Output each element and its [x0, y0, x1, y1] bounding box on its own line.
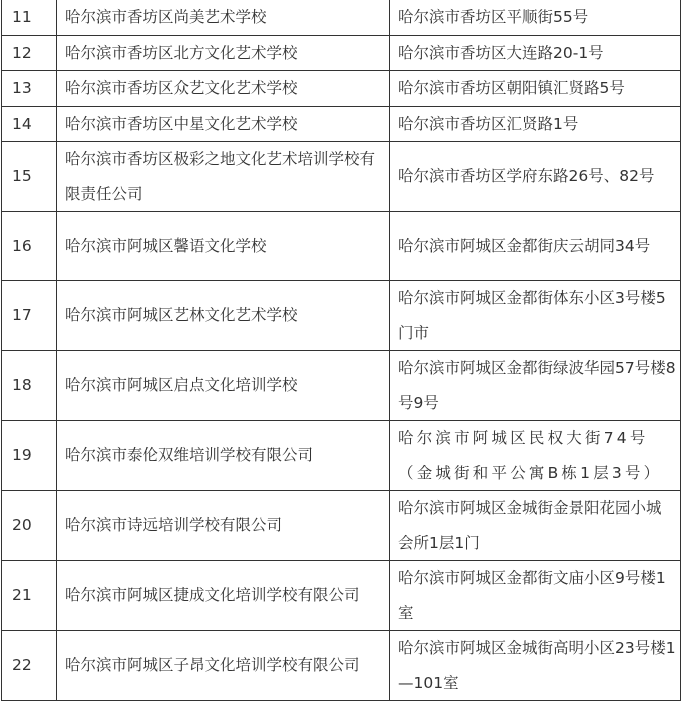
school-name: 哈尔滨市阿城区启点文化培训学校 — [57, 351, 390, 421]
row-number: 19 — [2, 421, 57, 491]
table-row — [2, 351, 681, 421]
table-row — [2, 421, 681, 491]
row-number: 22 — [2, 631, 57, 701]
table-row — [2, 142, 681, 212]
school-address: 哈尔滨市香坊区学府东路26号、82号 — [390, 142, 681, 212]
school-address: 哈尔滨市香坊区朝阳镇汇贤路5号 — [390, 71, 681, 107]
school-address: 哈尔滨市香坊区汇贤路1号 — [390, 106, 681, 142]
table-row — [2, 281, 681, 351]
table-row — [2, 71, 681, 107]
school-name: 哈尔滨市阿城区捷成文化培训学校有限公司 — [57, 561, 390, 631]
school-name: 哈尔滨市阿城区馨语文化学校 — [57, 212, 390, 281]
school-name: 哈尔滨市香坊区尚美艺术学校 — [57, 0, 390, 35]
school-name: 哈尔滨市香坊区众艺文化艺术学校 — [57, 71, 390, 107]
school-name: 哈尔滨市香坊区中星文化艺术学校 — [57, 106, 390, 142]
school-address: 哈尔滨市阿城区民权大街74号（金城街和平公寓B栋1层3号） — [390, 421, 681, 491]
table-row — [2, 631, 681, 701]
school-address: 哈尔滨市阿城区金都街体东小区3号楼5门市 — [390, 281, 681, 351]
school-address: 哈尔滨市香坊区大连路20-1号 — [390, 35, 681, 71]
row-number: 13 — [2, 71, 57, 107]
table-row — [2, 106, 681, 142]
school-address: 哈尔滨市阿城区金城街高明小区23号楼1—101室 — [390, 631, 681, 701]
row-number: 12 — [2, 35, 57, 71]
school-name: 哈尔滨市阿城区艺林文化艺术学校 — [57, 281, 390, 351]
school-name: 哈尔滨市诗远培训学校有限公司 — [57, 491, 390, 561]
school-address: 哈尔滨市阿城区金都街庆云胡同34号 — [390, 212, 681, 281]
row-number: 11 — [2, 0, 57, 35]
row-number: 21 — [2, 561, 57, 631]
school-name: 哈尔滨市阿城区子昂文化培训学校有限公司 — [57, 631, 390, 701]
row-number: 14 — [2, 106, 57, 142]
table-row — [2, 212, 681, 281]
row-number: 15 — [2, 142, 57, 212]
row-number: 17 — [2, 281, 57, 351]
school-name: 哈尔滨市泰伦双维培训学校有限公司 — [57, 421, 390, 491]
table-row — [2, 561, 681, 631]
table-row — [2, 491, 681, 561]
row-number: 20 — [2, 491, 57, 561]
school-name: 哈尔滨市香坊区极彩之地文化艺术培训学校有限责任公司 — [57, 142, 390, 212]
school-name: 哈尔滨市香坊区北方文化艺术学校 — [57, 35, 390, 71]
school-listing-table — [1, 0, 681, 701]
table-row — [2, 35, 681, 71]
school-address: 哈尔滨市阿城区金都街绿波华园57号楼8号9号 — [390, 351, 681, 421]
row-number: 18 — [2, 351, 57, 421]
table-row — [2, 0, 681, 35]
school-address: 哈尔滨市阿城区金都街文庙小区9号楼1室 — [390, 561, 681, 631]
school-address: 哈尔滨市香坊区平顺街55号 — [390, 0, 681, 35]
school-address: 哈尔滨市阿城区金城街金景阳花园小城会所1层1门 — [390, 491, 681, 561]
row-number: 16 — [2, 212, 57, 281]
